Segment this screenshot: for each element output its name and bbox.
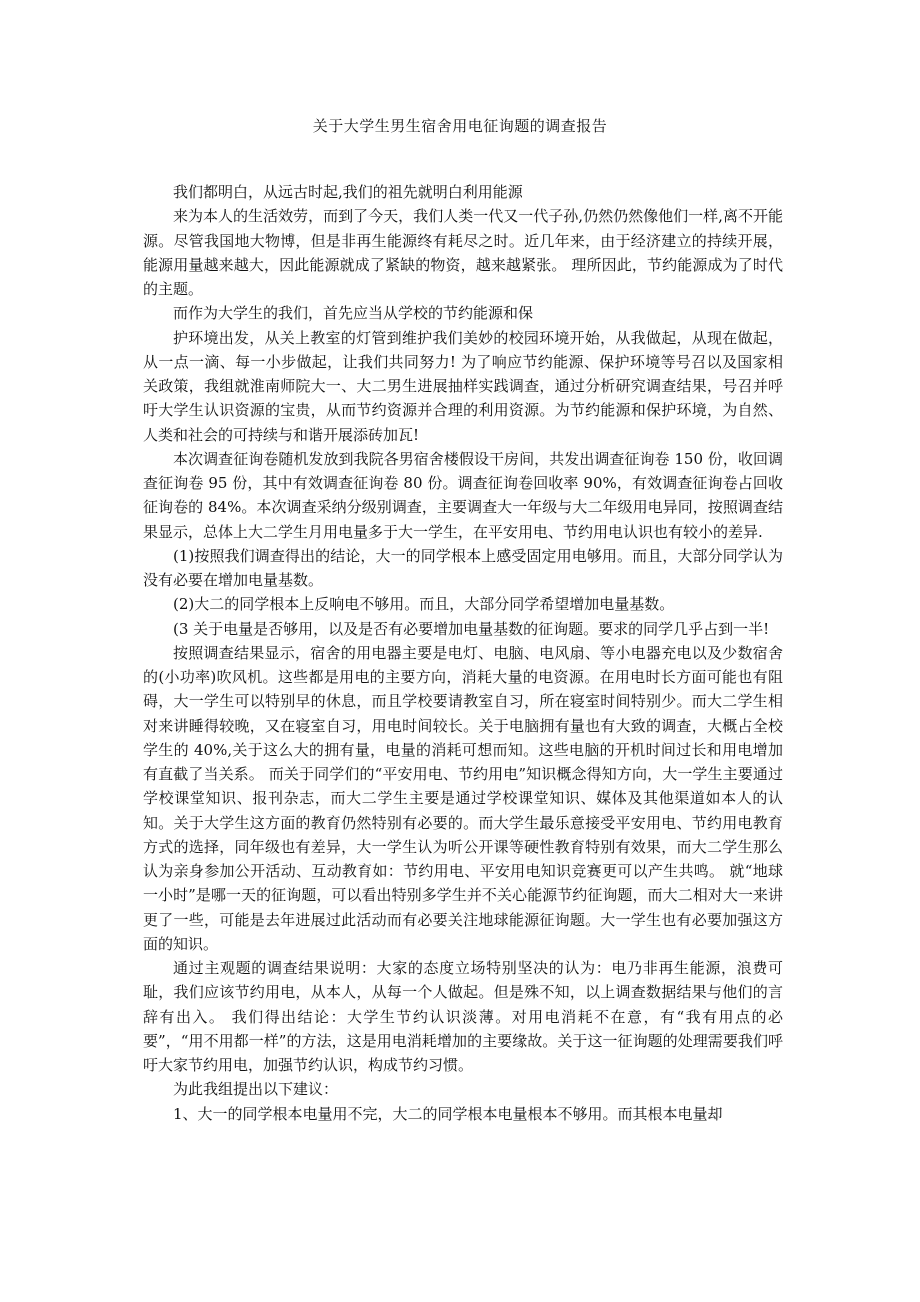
paragraph: 1、大一的同学根本电量用不完，大二的同学根本电量根本不够用。而其根本电量却 — [173, 1104, 723, 1123]
paragraph: 护环境出发，从关上教室的灯管到维护我们美妙的校园环境开始，从我做起，从现在做起，从一点一滴、每一小步做起，让我们共同努力! 为了响应节约能源、保护环境等号召以及国家相关政策，我组就淮南师院大一、大二男生进展抽样实践调查，通过分析研究调查结果，号召并呼吁大学生认识资源的宝贵，从而节约资源并合理的利用资源。为节约能源和保护环境，为自然、人类和社会的可持续与和谐开展添砖加瓦! — [143, 328, 783, 444]
paragraph: 通过主观题的调查结果说明：大家的态度立场特别坚决的认为：电乃非再生能源，浪费可耻，我们应该节约用电，从本人，从每一个人做起。但是殊不知，以上调查数据结果与他们的言辞有出入。 我们得出结论：大学生节约认识淡薄。对用电消耗不在意，有“我有用点的必要”，“用不用都一样”的方法，这是用电消耗增加的主要缘故。关于这一征询题的处理需要我们呼吁大家节约用电，加强节约认识，构成节约习惯。 — [143, 959, 783, 1074]
paragraph: 本次调查征询卷随机发放到我院各男宿舍楼假设干房间，共发出调查征询卷 150 份，收回调查征询卷 95 份，其中有效调查征询卷 80 份。调查征询卷回收率 90%，有效调查征询卷占回收征询卷的 84%。本次调查采纳分级别调查，主要调查大一年级与大二年级用电异同，按照调查结果显示，总体上大二学生月用电量多于大一学生，在平安用电、节约用电认识也有较小的差异. — [143, 449, 783, 541]
paragraph: (3 关于电量是否够用，以及是否有必要增加电量基数的征询题。要求的同学几乎占到一半! — [173, 619, 770, 638]
paragraph: (1)按照我们调查得出的结论，大一的同学根本上感受固定用电够用。而且，大部分同学认为没有必要在增加电量基数。 — [143, 546, 783, 589]
document-title: 关于大学生男生宿舍用电征询题的调查报告 — [312, 117, 608, 135]
paragraph: 来为本人的生活效劳，而到了今天，我们人类一代又一代子孙,仍然仍然像他们一样,离不开能源。尽管我国地大物博，但是非再生能源终有耗尽之时。近几年来，由于经济建立的持续开展，能源用量越来越大，因此能源就成了紧缺的物资，越来越紧张。 理所因此，节约能源成为了时代的主题。 — [143, 207, 783, 298]
paragraph: 我们都明白，从远古时起,我们的祖先就明白利用能源 — [173, 183, 523, 201]
document-body — [143, 180, 783, 1126]
paragraph: (2)大二的同学根本上反响电不够用。而且，大部分同学希望增加电量基数。 — [173, 595, 675, 614]
paragraph: 为此我组提出以下建议： — [173, 1080, 339, 1099]
paragraph: 按照调查结果显示，宿舍的用电器主要是电灯、电脑、电风扇、等小电器充电以及少数宿舍的(小功率)吹风机。这些都是用电的主要方向，消耗大量的电资源。在用电时长方面可能也有阻碍，大一学生可以特别早的休息，而且学校要请教室自习，所在寝室时间特别少。而大二学生相对来讲睡得较晚，又在寝室自习，用电时间较长。关于电脑拥有量也有大致的调查，大概占全校学生的 40%,关于这么大的拥有量，电量的消耗可想而知。这些电脑的开机时间过长和用电增加有直截了当关系。 而关于同学们的“平安用电、节约用电”知识概念得知方向，大一学生主要通过学校课堂知识、报刊杂志，而大二学生主要是通过学校课堂知识、媒体及其他渠道如本人的认知。关于大学生这方面的教育仍然特别有必要的。而大学生最乐意接受平安用电、节约用电教育方式的选择，同年级也有差异，大一学生认为听公开课等硬性教育特别有效果，而大二学生那么认为亲身参加公开活动、互动教育如：节约用电、平安用电知识竞赛更可以产生共鸣。 就“地球一小时”是哪一天的征询题，可以看出特别多学生并不关心能源节约征询题，而大二相对大一来讲更了一些，可能是去年进展过此活动而有必要关注地球能源征询题。大一学生也有必要加强这方面的知识。 — [143, 643, 783, 953]
paragraph: 而作为大学生的我们，首先应当从学校的节约能源和保 — [173, 304, 534, 323]
